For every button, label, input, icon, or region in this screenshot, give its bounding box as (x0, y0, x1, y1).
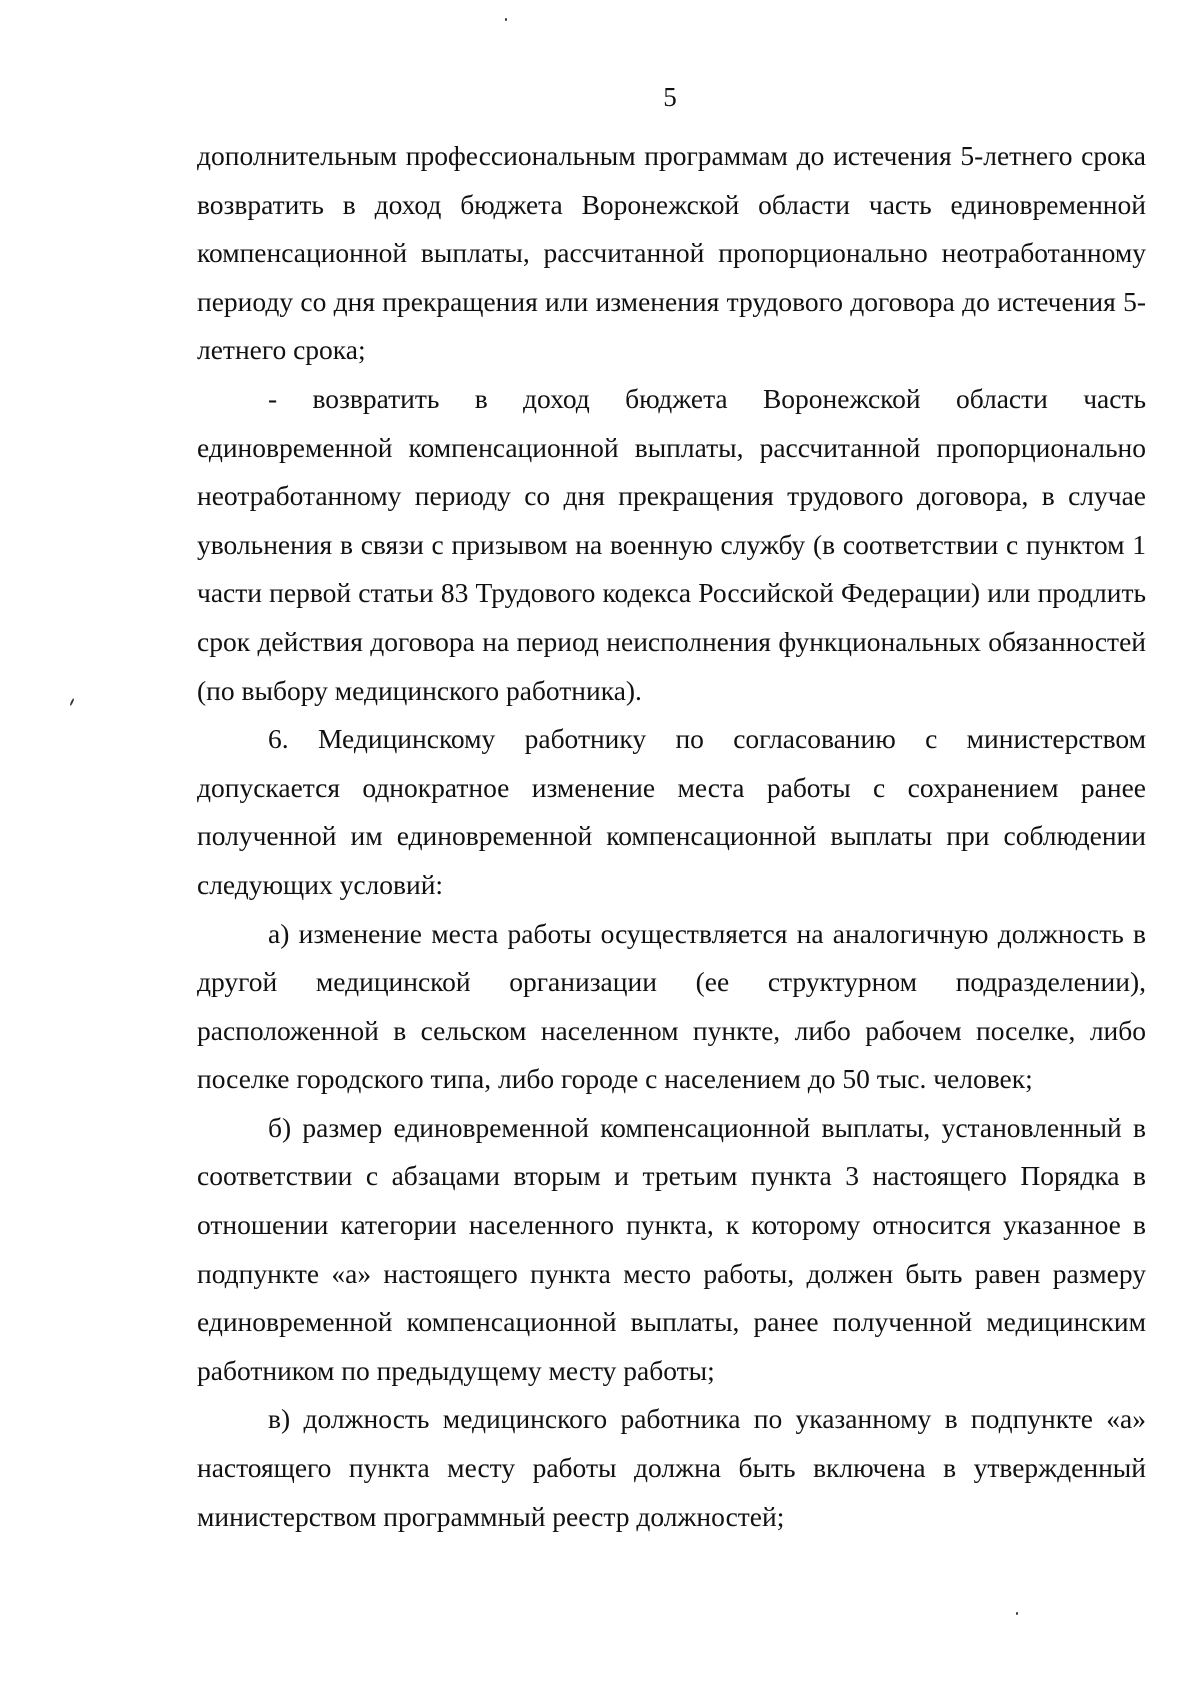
document-body (197, 132, 1146, 1541)
paragraph-continuation: дополнительным профессиональным программам до истечения 5-летнего срока возвратить в доход бюджета Воронежской области часть единовременной компенсационной выплаты, рассчитанной пропорционально неотработанному периоду со дня прекращения или изменения трудового договора до истечения 5-летнего срока; (197, 140, 1146, 366)
paragraph-dash-item: - возвратить в доход бюджета Воронежской области часть единовременной компенсационной выплаты, рассчитанной пропорционально неотработанному периоду со дня прекращения трудового договора, в случае увольнения в связи с призывом на военную службу (в соответствии с пунктом 1 части первой статьи 83 Трудового кодекса Российской Федерации) или продлить срок действия договора на период неисполнения функциональных обязанностей (по выбору медицинского работника). (197, 382, 1146, 706)
scan-speck (1016, 1612, 1018, 1615)
scan-speck (69, 698, 74, 706)
paragraph-item-6: 6. Медицинскому работнику по согласованию с министерством допускается однократное изменение места работы с сохранением ранее полученной им единовременной компенсационной выплаты при соблюдении следующих условий: (197, 723, 1146, 900)
paragraph-subitem-a: а) изменение места работы осуществляется на аналогичную должность в другой медицинской организации (ее структурном подразделении), расположенной в сельском населенном пункте, либо рабочем поселке, либо поселке городского типа, либо городе с населением до 50 тыс. человек; (197, 917, 1146, 1095)
paragraph-subitem-b: б) размер единовременной компенсационной выплаты, установленный в соответствии с абзацами вторым и третьим пункта 3 настоящего Порядка в отношении категории населенного пункта, к которому относится указанное в подпункте «а» настоящего пункта место работы, должен быть равен размеру единовременной компенсационной выплаты, ранее полученной медицинским работником по предыдущему месту работы; (197, 1111, 1146, 1386)
page-number: 5 (663, 82, 677, 112)
paragraph-subitem-v: в) должность медицинского работника по указанному в подпункте «а» настоящего пункта месту работы должна быть включена в утвержденный министерством программный реестр должностей; (197, 1403, 1146, 1532)
scan-speck (505, 18, 507, 21)
